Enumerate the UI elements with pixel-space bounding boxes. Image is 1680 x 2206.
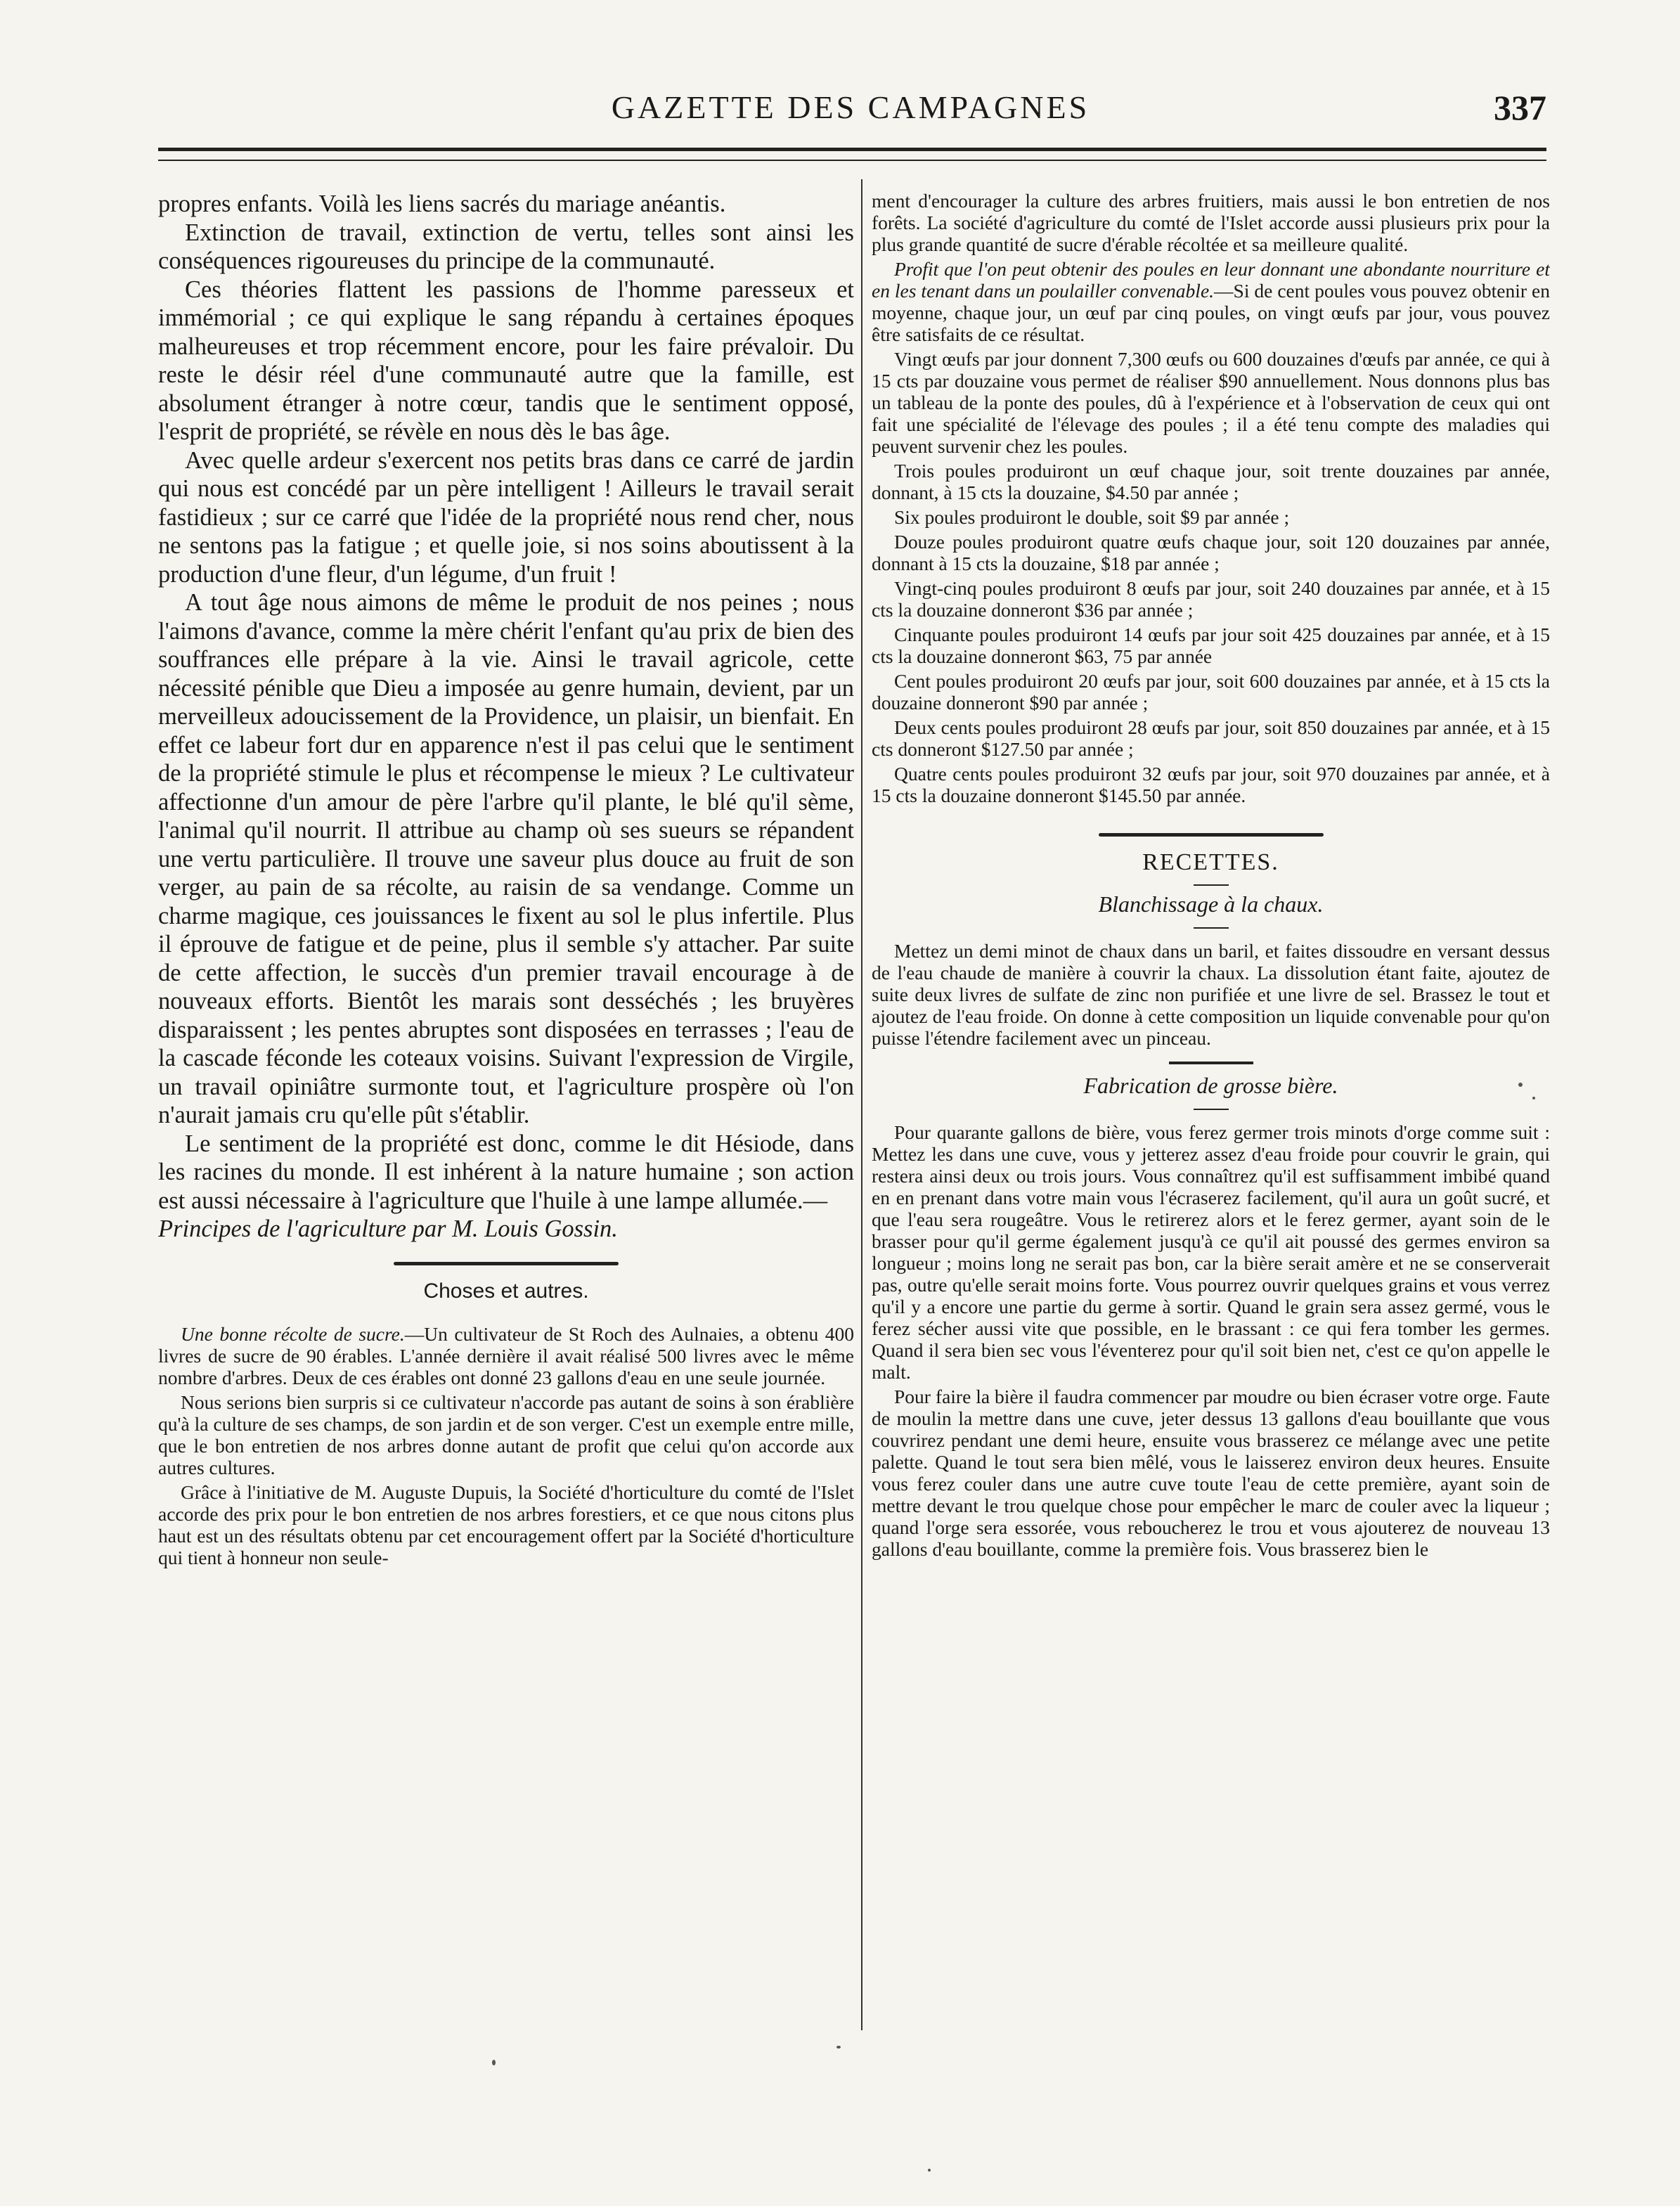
news-lead: Une bonne récolte de sucre. [181, 1322, 405, 1345]
news-item [158, 1481, 854, 1568]
essay-attribution: Principes de l'agriculture par M. Louis Gossin. [158, 1215, 618, 1242]
column-divider [861, 179, 862, 2030]
page-header [155, 83, 1546, 132]
header-rule [158, 148, 1546, 161]
news-item [158, 1323, 854, 1388]
poules-item [872, 258, 1550, 345]
recettes-ornament [872, 809, 1550, 839]
recipe1-body [872, 940, 1550, 1049]
news-item [158, 1391, 854, 1478]
scan-speck [1518, 1083, 1523, 1087]
right-top-body [872, 190, 1550, 806]
poules-paragraph: Cent poules produiront 20 œufs par jour, soit 600 douzaines par année, et à 15 cts la douzaine donneront $90 par année ; [872, 670, 1550, 714]
essay-paragraph: Avec quelle ardeur s'exercent nos petits bras dans ce carré de jardin qui nous est concédé par un père intelligent ! Ailleurs le travail serait fastidieux ; sur ce carré que l'idée de la propriété nous rend cher, nous ne sentons pas la fatigue ; et quelle joie, si nos soins aboutissent à la production d'une fleur, d'un légume, d'un fruit ! [158, 446, 854, 588]
essay-body [158, 190, 854, 1244]
recipe-title-blanchissage: Blanchissage à la chaux. [1098, 891, 1324, 917]
ornament-dash [1194, 927, 1229, 929]
essay-paragraph: A tout âge nous aimons de même le produit de nos peines ; nous l'aimons d'avance, comme la mère chérit l'enfant qu'au prix de bien des souffrances elle prépare à la vie. Ainsi le travail agricole, cette nécessité pénible que Dieu a imposée au genre humain, devient, par un merveilleux adoucissement de la Providence, un plaisir, un bienfait. En effet ce labeur fort dur en apparence n'est il pas celui que le sentiment de la propriété stimule le plus et récompense le mieux ? Le cultivateur affectionne d'un amour de père l'arbre qu'il plante, le blé qu'il sème, l'animal qu'il nourrit. Il attribue au champ où ses sueurs se répandent une vertu particulière. Il trouve une saveur plus douce au fruit de son verger, au pain de sa récolte, au raisin de sa vendange. Comme un charme magique, ces jouissances le fixent au sol le plus infertile. Plus il éprouve de fatigue et de peine, plus il semble s'y attacher. Par suite de cette affection, le succès d'un premier travail encourage à de nouveaux efforts. Bientôt les marais sont desséchés ; les bruyères disparaissent ; les pentes abruptes sont disposées en terrasses ; l'eau de la cascade féconde les coteaux voisins. Suivant l'expression de Virgile, un travail opiniâtre surmonte tout, et l'agriculture prospère où l'on n'aurait jamais cru qu'elle pût s'établir. [158, 589, 854, 1128]
poules-paragraph: Six poules produiront le double, soit $9 par année ; [894, 506, 1290, 528]
poules-paragraph: Douze poules produiront quatre œufs chaque jour, soit 120 douzaines par année, donnant à 15 cts la douzaine, $18 par année ; [872, 531, 1550, 574]
essay-paragraph: Extinction de travail, extinction de vertu, telles sont ainsi les conséquences rigoureuses du principe de la communauté. [158, 219, 854, 274]
poules-paragraph: Vingt œufs par jour donnent 7,300 œufs ou 600 douzaines d'œufs par année, ce qui à 15 cts par douzaine vous permet de réaliser $90 annuellement. Nous donnons plus bas un tableau de la ponte des poules, dû à l'expérience et à l'observation de ceux qui ont fait une spécialité de l'élevage des poules ; il a été tenu compte des maladies qui peuvent survenir chez les poules. [872, 348, 1550, 457]
recipe-ornament [872, 1052, 1550, 1067]
poules-lead: Profit que l'on peut obtenir des poules en leur donnant une abondante nourriture et en les tenant dans un poulailler convenable. [872, 258, 1550, 302]
essay-paragraph: Ces théories flattent les passions de l'homme paresseux et immémorial ; ce qui explique le sang répandu à certaines époques malheureuses et trop récemment encore, pour les faire prévaloir. Du reste le désir réel d'une communauté autre que la famille, est absolument étranger à notre cœur, tandis que le sentiment opposé, l'esprit de propriété, se révèle en nous dès le bas âge. [158, 276, 854, 445]
news-text: —Un cultivateur de St Roch des Aulnaies, a obtenu 400 livres de sucre de 90 érables. L'année dernière il avait réalisé 500 livres avec le même nombre d'arbres. Deux de ces érables ont donné 23 gallons d'eau en une seule journée. [158, 1322, 854, 1388]
news-text: Nous serions bien surpris si ce cultivateur n'accorde pas autant de soins à son érablière qu'à la culture de ses champs, de son jardin et de son verger. C'est un exemple entre mille, que le bon entretien de nos arbres donne autant de profit que celui qu'on accorde aux autres cultures. [158, 1391, 854, 1478]
poules-paragraph: Trois poules produiront un œuf chaque jour, soit trente douzaines par année, donnant, à 15 cts la douzaine, $4.50 par année ; [872, 460, 1550, 503]
poules-text: —Si de cent poules vous pouvez obtenir en moyenne, chaque jour, un œuf par cinq poules, on vingt œufs par jour, vous pouvez être satisfaits de ce résultat. [872, 280, 1550, 345]
scan-speck [836, 2046, 841, 2049]
scan-speck [492, 2060, 496, 2065]
recipe-paragraph: Mettez un demi minot de chaux dans un baril, et faites dissoudre en versant dessus de l'eau chaude de manière à couvrir la chaux. La dissolution étant faite, ajoutez de suite deux livres de sulfate de zinc non purifiée et une livre de sel. Brassez le tout et ajoutez de l'eau froide. On donne à cette composition un liquide convenable pour qu'on puisse l'étendre facilement avec un pinceau. [872, 940, 1550, 1049]
scan-speck [928, 2169, 931, 2172]
ornament-rule [394, 1262, 619, 1265]
poules-paragraph: Quatre cents poules produiront 32 œufs par jour, soit 970 douzaines par année, et à 15 cts la douzaine donneront $145.50 par année. [872, 763, 1550, 806]
choses-body [158, 1323, 854, 1568]
news-text: Grâce à l'initiative de M. Auguste Dupuis, la Société d'horticulture du comté de l'Islet accorde des prix pour le bon entretien de nos arbres forestiers, et ce que nous citons plus haut est un des résultats obtenu par cet encouragement offert par la Société d'horticulture qui tient à honneur non seule- [158, 1481, 854, 1568]
right-column [872, 190, 1550, 2044]
section-title-recettes: RECETTES. [1142, 849, 1279, 875]
publication-title: GAZETTE DES CAMPAGNES [611, 89, 1090, 125]
poules-paragraph: Cinquante poules produiront 14 œufs par jour soit 425 douzaines par année, et à 15 cts la douzaine donneront $63, 75 par année [872, 624, 1550, 667]
ornament-dash [1194, 884, 1229, 886]
scan-speck [1532, 1097, 1535, 1099]
section-title-choses: Choses et autres. [423, 1279, 589, 1303]
page-number: 337 [1494, 88, 1546, 127]
recipe-paragraph: Pour faire la bière il faudra commencer par moudre ou bien écraser votre orge. Faute de moulin la mettre dans une cuve, jeter dessus 13 gallons d'eau bouillante que vous couvrirez pendant une demi heure, ensuite vous brasserez ce mélange avec une petite palette. Quand le tout sera bien mêlé, vous le laisserez environ deux heures. Ensuite vous ferez couler dans une autre cuve toute l'eau de cette première, ayant soin de mettre devant le trou quelque chose pour empêcher le marc de couler avec la liqueur ; quand l'orge sera essorée, vous reboucherez le trou et vous ajouterez de nouveau 13 gallons d'eau bouillante, comme la première fois. Vous brasserez bien le [872, 1386, 1550, 1560]
poules-paragraph: Deux cents poules produiront 28 œufs par jour, soit 850 douzaines par année, et à 15 cts donneront $127.50 par année ; [872, 716, 1550, 760]
left-column [158, 190, 854, 2044]
section-ornament [158, 1244, 854, 1268]
continued-paragraph: ment d'encourager la culture des arbres fruitiers, mais aussi le bon entretien de nos forêts. La société d'agriculture du comté de l'Islet accorde aussi plusieurs prix pour la plus grande quantité de sucre d'érable récoltée et sa meilleure qualité. [872, 190, 1550, 255]
ornament-rule [1169, 1062, 1253, 1064]
essay-paragraph: propres enfants. Voilà les liens sacrés du mariage anéantis. [158, 191, 726, 217]
poules-paragraph: Vingt-cinq poules produiront 8 œufs par jour, soit 240 douzaines par année, et à 15 cts la douzaine donneront $36 par année ; [872, 577, 1550, 621]
recipe-title-biere: Fabrication de grosse bière. [1083, 1073, 1338, 1098]
ornament-rule [1099, 833, 1324, 837]
recipe-paragraph: Pour quarante gallons de bière, vous ferez germer trois minots d'orge comme suit : Mettez les dans une cuve, vous y jetterez assez d'eau froide pour couvrir le grain, qui restera ainsi deux ou trois jours. Vous connaîtrez qu'il est suffisamment imbibé quand en en prenant dans votre main vous l'écraserez facilement, qu'il aura un goût sucré, et que l'eau sera rougeâtre. Vous le retirerez alors et le ferez germer, ayant soin de le brasser pour qu'il germe également jusqu'à ce qu'il ait poussé des germes environ sa longueur ; moins long ne serait pas bon, car la bière serait amère et ne se conserverait pas, outre qu'elle serait moins forte. Vous pourrez ouvrir quelques grains et vous verrez qu'il y a encore une partie du germe à sortir. Quand le grain sera assez germé, vous le ferez sécher aussi vite que possible, en le brassant : ce qui fera tomber les germes. Quand il sera bien sec vous l'éventerez pour qu'il soit bien net, c'est ce qu'on appelle le malt. [872, 1121, 1550, 1383]
ornament-dash [1194, 1109, 1229, 1110]
recipe2-body [872, 1121, 1550, 1560]
essay-paragraph: Le sentiment de la propriété est donc, comme le dit Hésiode, dans les racines du monde. Il est inhérent à la nature humaine ; son action est aussi nécessaire à l'agriculture que l'huile à une lampe allumée.— [158, 1130, 854, 1214]
